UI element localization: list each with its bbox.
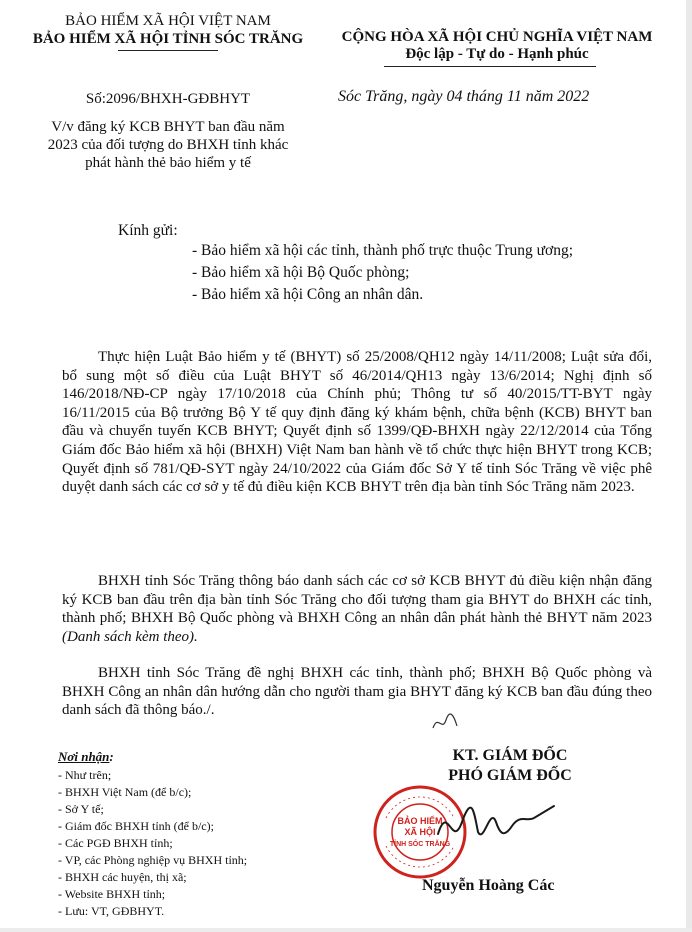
noi-nhan-item: - BHXH Việt Nam (để b/c); (58, 785, 192, 799)
doc-number: Số:2096/BHXH-GĐBHYT (85, 91, 251, 107)
org-parent: BẢO HIỂM XÃ HỘI VIỆT NAM (65, 13, 271, 29)
recipient-item: - Bảo hiểm xã hội các tỉnh, thành phố trực thuộc Trung ương; (192, 242, 574, 259)
handwritten-signature (430, 792, 570, 852)
noi-nhan-label: Nơi nhận: (58, 749, 114, 764)
seal-line-2: XÃ HỘI (404, 827, 436, 837)
paragraph-text: BHXH tỉnh Sóc Trăng thông báo danh sách các cơ sở KCB BHYT đủ điều kiện nhận đăng ký KCB ban đầu trên địa bàn tỉnh Sóc Trăng cho đối tượng tham gia BHYT do BHXH các tỉnh, thành phố; BHXH Bộ Quốc phòng và BHXH Công an nhân dân phát hành thẻ BHYT năm 2023 (62, 573, 652, 627)
noi-nhan-item: - VP, các Phòng nghiệp vụ BHXH tỉnh; (58, 853, 248, 867)
org-name: BẢO HIỂM XÃ HỘI TỈNH SÓC TRĂNG (32, 31, 304, 47)
motto-underline (384, 66, 596, 67)
noi-nhan-item: - BHXH các huyện, thị xã; (58, 870, 187, 884)
subject-line-1: V/v đăng ký KCB BHYT ban đầu năm (51, 119, 285, 135)
recipient-item: - Bảo hiểm xã hội Công an nhân dân. (192, 286, 424, 303)
scan-edge (686, 0, 692, 932)
noi-nhan-item: - Giám đốc BHXH tỉnh (để b/c); (58, 819, 214, 833)
noi-nhan-item: - Website BHXH tỉnh; (58, 887, 166, 901)
body-paragraph-3 (62, 664, 652, 720)
org-underline (118, 50, 218, 51)
recipient-item: - Bảo hiểm xã hội Bộ Quốc phòng; (192, 264, 410, 281)
paragraph-text: BHXH tỉnh Sóc Trăng đề nghị BHXH các tỉnh, thành phố; BHXH Bộ Quốc phòng và BHXH Công an nhân dân hướng dẫn cho người tham gia BHYT đăng ký KCB ban đầu đúng theo danh sách đã thông báo./. (62, 665, 652, 719)
body-paragraph-2 (62, 572, 652, 646)
recipients-label: Kính gửi: (118, 222, 178, 239)
motto: Độc lập - Tự do - Hạnh phúc (405, 46, 589, 62)
subject-line-3: phát hành thẻ bảo hiểm y tế (85, 155, 251, 171)
signature-title-1: KT. GIÁM ĐỐC (452, 747, 568, 764)
initials-mark (430, 712, 460, 734)
noi-nhan-item: - Sở Y tế; (58, 802, 104, 816)
place-date: Sóc Trăng, ngày 04 tháng 11 năm 2022 (338, 88, 590, 105)
nation-title: CỘNG HÒA XÃ HỘI CHỦ NGHĨA VIỆT NAM (341, 29, 653, 45)
seal-line-3: TỈNH SÓC TRĂNG (389, 841, 451, 848)
signature-title-2: PHÓ GIÁM ĐỐC (448, 767, 572, 784)
subject-line-2: 2023 của đối tượng do BHXH tỉnh khác (47, 137, 289, 153)
signer-name: Nguyễn Hoàng Các (422, 877, 555, 894)
body-paragraph-1 (62, 348, 652, 497)
paragraph-text: Thực hiện Luật Bảo hiểm y tế (BHYT) số 25/2008/QH12 ngày 14/11/2008; Luật sửa đổi, bổ sung một số điều của Luật BHYT số 46/2014/QH13 ngày 13/6/2014; Nghị định số 146/2018/NĐ-CP ngày 17/10/2018 của Chính phủ; Thông tư số 40/2015/TT-BYT ngày 16/11/2015 của Bộ trưởng Bộ Y tế quy định đăng ký khám bệnh, chữa bệnh (KCB) BHYT ban đầu và chuyển tuyến KCB BHYT; Quyết định số 1399/QĐ-BHXH ngày 22/12/2014 của Tổng Giám đốc Bảo hiểm xã hội (BHXH) Việt Nam ban hành về tổ chức thực hiện BHYT trong KCB; Quyết định số 781/QĐ-SYT ngày 24/10/2022 của Giám đốc Sở Y tế tỉnh Sóc Trăng về việc phê duyệt danh sách các cơ sở y tế đủ điều kiện KCB BHYT trên địa bàn tỉnh Sóc Trăng năm 2023. (62, 349, 652, 496)
scan-bottom-edge (0, 928, 692, 932)
attachment-note: (Danh sách kèm theo). (62, 628, 198, 645)
seal-line-1: BẢO HIỂM (397, 816, 443, 826)
noi-nhan-item: - Như trên; (58, 768, 112, 782)
noi-nhan-item: - Các PGĐ BHXH tỉnh; (58, 836, 173, 850)
noi-nhan-item: - Lưu: VT, GĐBHYT. (58, 904, 165, 918)
